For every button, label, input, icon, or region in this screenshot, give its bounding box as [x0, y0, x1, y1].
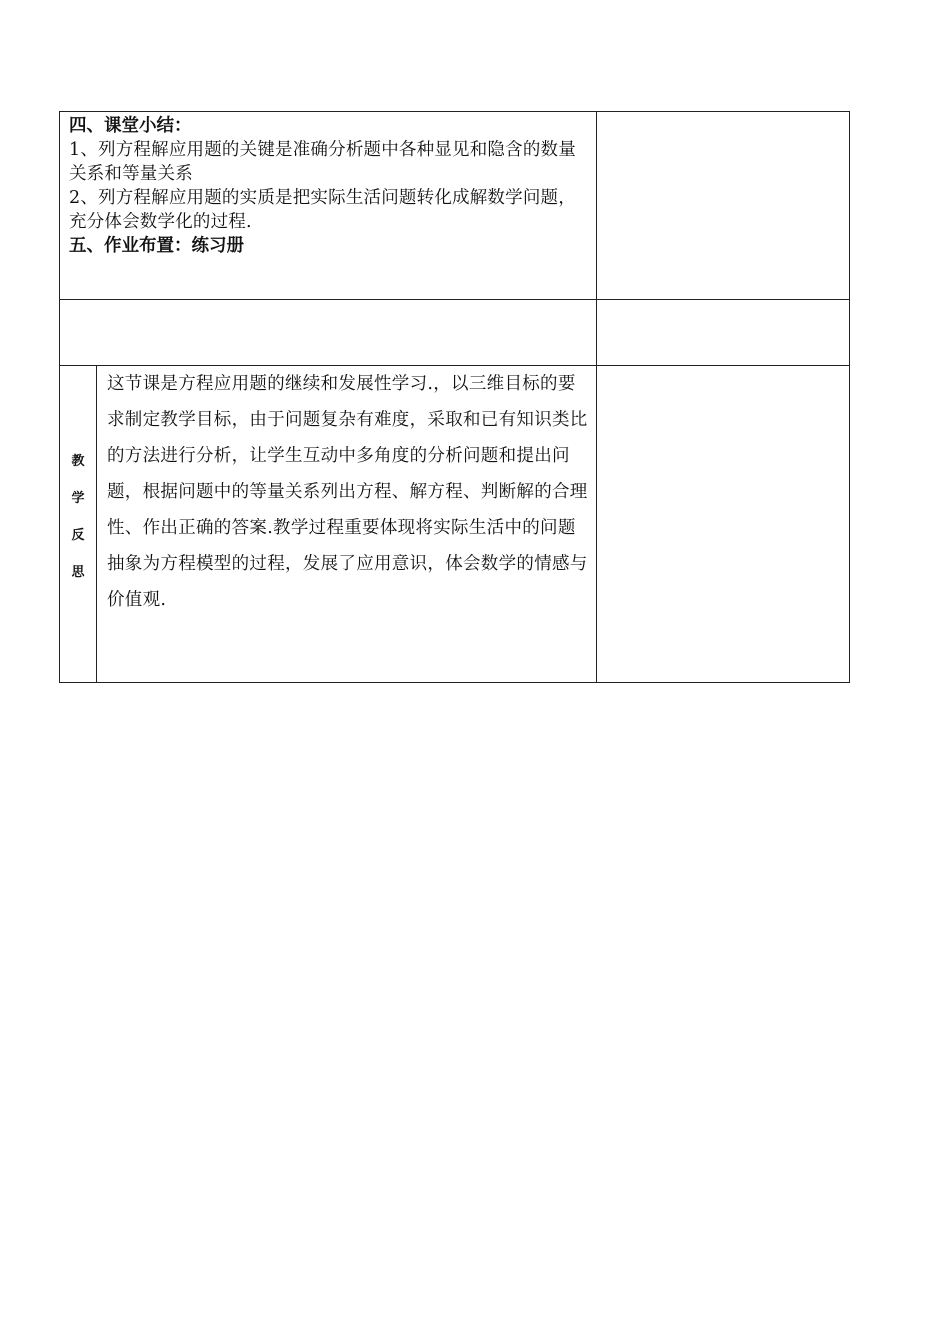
homework-heading: 五、作业布置：练习册	[69, 236, 244, 256]
reflection-label-char: 反	[71, 527, 85, 543]
lesson-plan-table	[59, 111, 850, 683]
summary-point-1: 1、列方程解应用题的关键是准确分析题中各种显见和隐含的数量关系和等量关系	[69, 140, 576, 184]
reflection-main-cell	[60, 366, 597, 683]
reflection-text: 这节课是方程应用题的继续和发展性学习.，以三维目标的要求制定教学目标，由于问题复杂有难度，采取和已有知识类比的方法进行分析，让学生互动中多角度的分析问题和提出问题，根据问题中的等量关系列出方程、解方程、判断解的合理性、作出正确的答案.教学过程重要体现将实际生活中的问题抽象为方程模型的过程，发展了应用意识，体会数学的情感与价值观.	[107, 374, 588, 610]
blank-notes-cell	[597, 300, 850, 366]
blank-main-cell	[60, 300, 597, 366]
reflection-row	[60, 366, 850, 683]
reflection-label-char: 思	[71, 564, 85, 580]
reflection-notes-cell	[597, 366, 850, 683]
reflection-inner-table	[60, 366, 596, 682]
summary-point-2: 2、列方程解应用题的实质是把实际生活问题转化成解数学问题，充分体会数学化的过程.	[69, 188, 576, 232]
summary-notes-cell	[597, 112, 850, 300]
summary-cell	[60, 112, 597, 300]
reflection-label-cell	[60, 366, 97, 682]
summary-row	[60, 112, 850, 300]
blank-row	[60, 300, 850, 366]
reflection-label-char: 教	[71, 453, 85, 469]
reflection-label-char: 学	[71, 490, 85, 506]
summary-heading: 四、课堂小结：	[69, 116, 192, 136]
reflection-label	[60, 452, 96, 583]
